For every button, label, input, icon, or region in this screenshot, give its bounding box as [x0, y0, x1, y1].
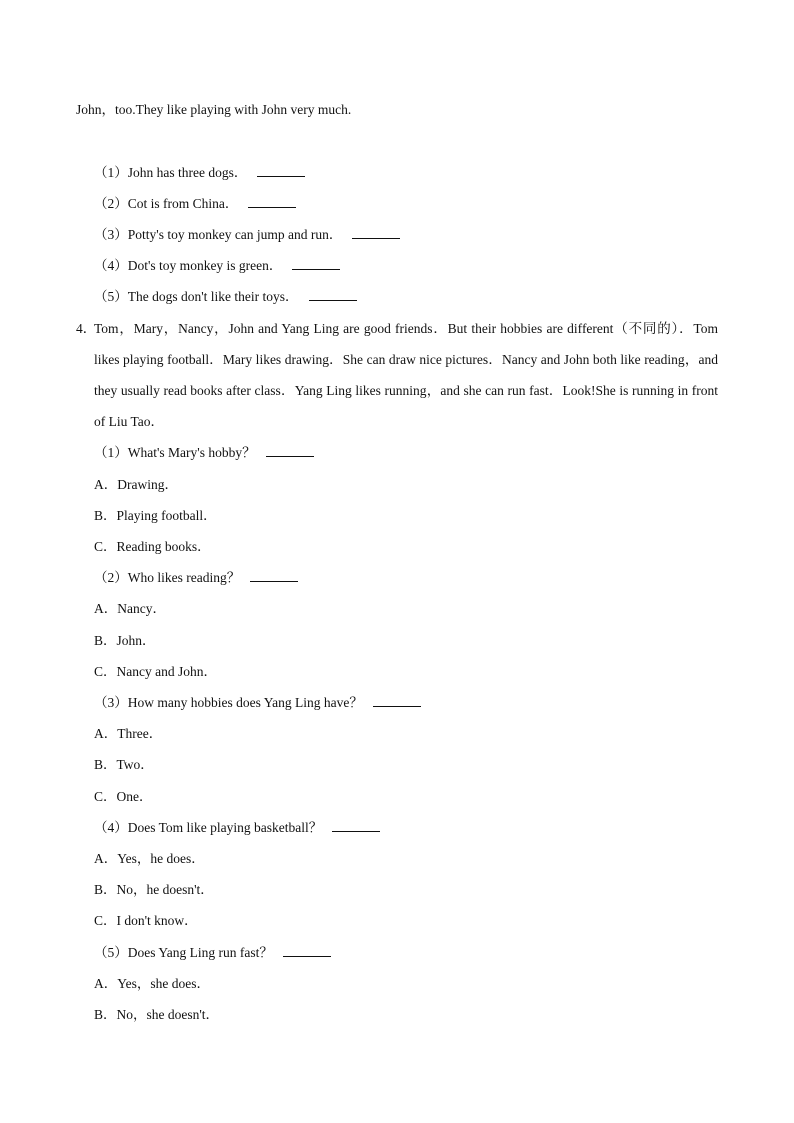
question-number: （2）	[94, 196, 128, 211]
tf-question-4	[94, 257, 340, 275]
question-number: （3）	[94, 695, 128, 710]
option-b[interactable]: B．Two．	[94, 757, 154, 772]
option-a[interactable]: A．Nancy．	[94, 601, 166, 616]
answer-blank[interactable]	[309, 288, 357, 301]
question-text: Does Tom like playing basketball？	[127, 820, 323, 835]
passage-text: Tom，Mary，Nancy，John and Yang Ling are good friends．But their hobbies are different（不同的）．Tom likes playing football．Mary likes drawing．She can draw nice pictures．Nancy and John both like reading，and they usually read books after class．Yang Ling likes running，and she can run fast．Look!She is running in front of Liu Tao．	[94, 321, 718, 429]
passage-number: 4．	[76, 321, 97, 336]
tf-question-3	[94, 226, 400, 244]
answer-blank[interactable]	[292, 257, 340, 270]
question-text: Potty's toy monkey can jump and run．	[127, 227, 343, 242]
passage-4	[76, 313, 718, 437]
option-b[interactable]: B．John．	[94, 633, 156, 648]
question-text: Cot is from China．	[127, 196, 239, 211]
option-c[interactable]: C．One．	[94, 789, 153, 804]
question-text: Who likes reading？	[127, 570, 241, 585]
option-a[interactable]: A．Yes，he does．	[94, 851, 205, 866]
question-text: John has three dogs．	[127, 165, 248, 180]
question-number: （5）	[94, 945, 128, 960]
question-number: （1）	[94, 165, 128, 180]
question-number: （1）	[94, 445, 128, 460]
option-a[interactable]: A．Yes，she does．	[94, 976, 211, 991]
option-b[interactable]: B．No，he doesn't．	[94, 882, 214, 897]
answer-blank[interactable]	[250, 569, 298, 582]
answer-blank[interactable]	[248, 195, 296, 208]
question-number: （5）	[94, 289, 128, 304]
question-text: The dogs don't like their toys．	[127, 289, 299, 304]
question-number: （4）	[94, 258, 128, 273]
tf-question-1	[94, 164, 305, 182]
answer-blank[interactable]	[332, 819, 380, 832]
question-text: What's Mary's hobby？	[127, 445, 256, 460]
question-text: Dot's toy monkey is green．	[127, 258, 283, 273]
mc-question-1	[94, 444, 314, 462]
option-b[interactable]: B．Playing football．	[94, 508, 217, 523]
mc-question-4	[94, 819, 380, 837]
tf-question-2	[94, 195, 296, 213]
tf-question-5	[94, 288, 357, 306]
answer-blank[interactable]	[352, 226, 400, 239]
question-text: Does Yang Ling run fast？	[127, 945, 273, 960]
option-a[interactable]: A．Three．	[94, 726, 163, 741]
option-a[interactable]: A．Drawing．	[94, 477, 178, 492]
mc-question-5	[94, 944, 331, 962]
option-b[interactable]: B．No，she doesn't．	[94, 1007, 220, 1022]
question-number: （4）	[94, 820, 128, 835]
mc-question-2	[94, 569, 298, 587]
question-number: （2）	[94, 570, 128, 585]
mc-question-3	[94, 694, 421, 712]
answer-blank[interactable]	[257, 164, 305, 177]
option-c[interactable]: C．Reading books．	[94, 539, 211, 554]
option-c[interactable]: C．I don't know．	[94, 913, 198, 928]
question-number: （3）	[94, 227, 128, 242]
answer-blank[interactable]	[283, 944, 331, 957]
answer-blank[interactable]	[373, 694, 421, 707]
question-text: How many hobbies does Yang Ling have？	[127, 695, 363, 710]
answer-blank[interactable]	[266, 444, 314, 457]
option-c[interactable]: C．Nancy and John．	[94, 664, 217, 679]
passage-3-tail: John，too.They like playing with John very much.	[76, 102, 352, 117]
